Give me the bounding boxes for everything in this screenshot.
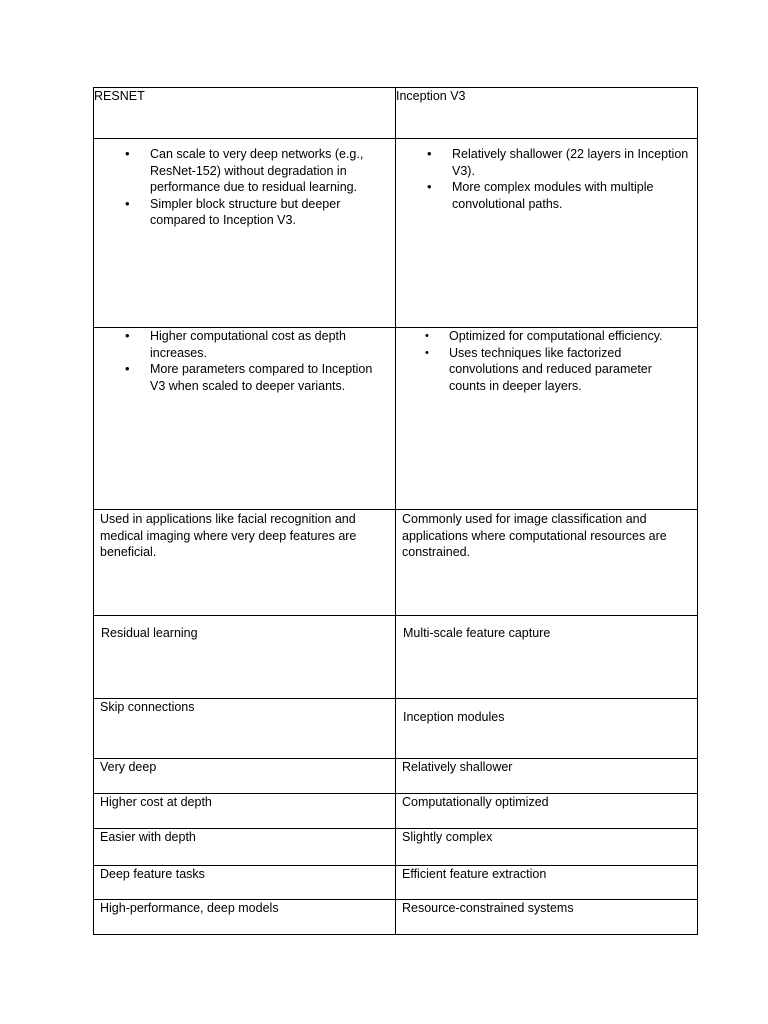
table-cell [396,866,698,900]
cell-resnet-cost [94,328,396,510]
table-row [94,829,698,866]
cell-text: Easier with depth [100,830,196,844]
cell-text: Deep feature tasks [100,867,205,881]
table-cell [396,616,698,699]
header-inception: Inception V3 [396,88,698,139]
table-row [94,794,698,829]
cell-resnet-depth [94,139,396,328]
table-header-row [94,88,698,139]
table-cell [396,699,698,759]
list-item: • Uses techniques like factorized convolutions and reduced parameter counts in deeper layers. [396,345,697,395]
cell-inception-applications [396,510,698,616]
table-row-depth [94,139,698,328]
cell-text: Residual learning [101,626,198,640]
table-cell [94,616,396,699]
list-item: • Can scale to very deep networks (e.g., ResNet-152) without degradation in performance due to residual learning. [94,146,395,196]
table-row [94,699,698,759]
table-row-cost [94,328,698,510]
cell-text: Skip connections [100,700,195,714]
list-item: • Optimized for computational efficiency. [396,328,697,345]
list-item: • More parameters compared to Inception V3 when scaled to deeper variants. [94,361,395,394]
list-item: • More complex modules with multiple convolutional paths. [396,179,697,212]
bullet-list [94,328,395,394]
table-cell [94,759,396,794]
cell-text: Multi-scale feature capture [403,626,551,640]
cell-text: Higher cost at depth [100,795,212,809]
list-item: • Relatively shallower (22 layers in Inception V3). [396,146,697,179]
table-cell [396,759,698,794]
table-cell [94,794,396,829]
table-cell [94,900,396,935]
header-resnet: RESNET [94,88,396,139]
table-cell [94,829,396,866]
bullet-list [396,146,697,212]
bullet-list [396,328,697,394]
cell-text: Used in applications like facial recognition and medical imaging where very deep features are beneficial. [100,512,357,559]
cell-text: Relatively shallower [402,760,513,774]
list-item: • Higher computational cost as depth increases. [94,328,395,361]
cell-inception-depth [396,139,698,328]
cell-text: Very deep [100,760,157,774]
cell-text: Resource-constrained systems [402,901,574,915]
cell-text: Computationally optimized [402,795,549,809]
table-row [94,759,698,794]
table-row [94,900,698,935]
table-cell [94,699,396,759]
cell-text: Efficient feature extraction [402,867,547,881]
table-cell [94,866,396,900]
table-row [94,616,698,699]
cell-text: Commonly used for image classification and applications where computational resources are constrained. [402,512,667,559]
list-item: • Simpler block structure but deeper compared to Inception V3. [94,196,395,229]
table-cell [396,829,698,866]
table-cell [396,794,698,829]
table-cell [396,900,698,935]
cell-text: High-performance, deep models [100,901,279,915]
table-row-applications [94,510,698,616]
bullet-list [94,146,395,229]
cell-text: Inception modules [403,710,505,724]
cell-text: Slightly complex [402,830,493,844]
cell-inception-cost [396,328,698,510]
cell-resnet-applications [94,510,396,616]
table-row [94,866,698,900]
comparison-table [93,87,698,935]
